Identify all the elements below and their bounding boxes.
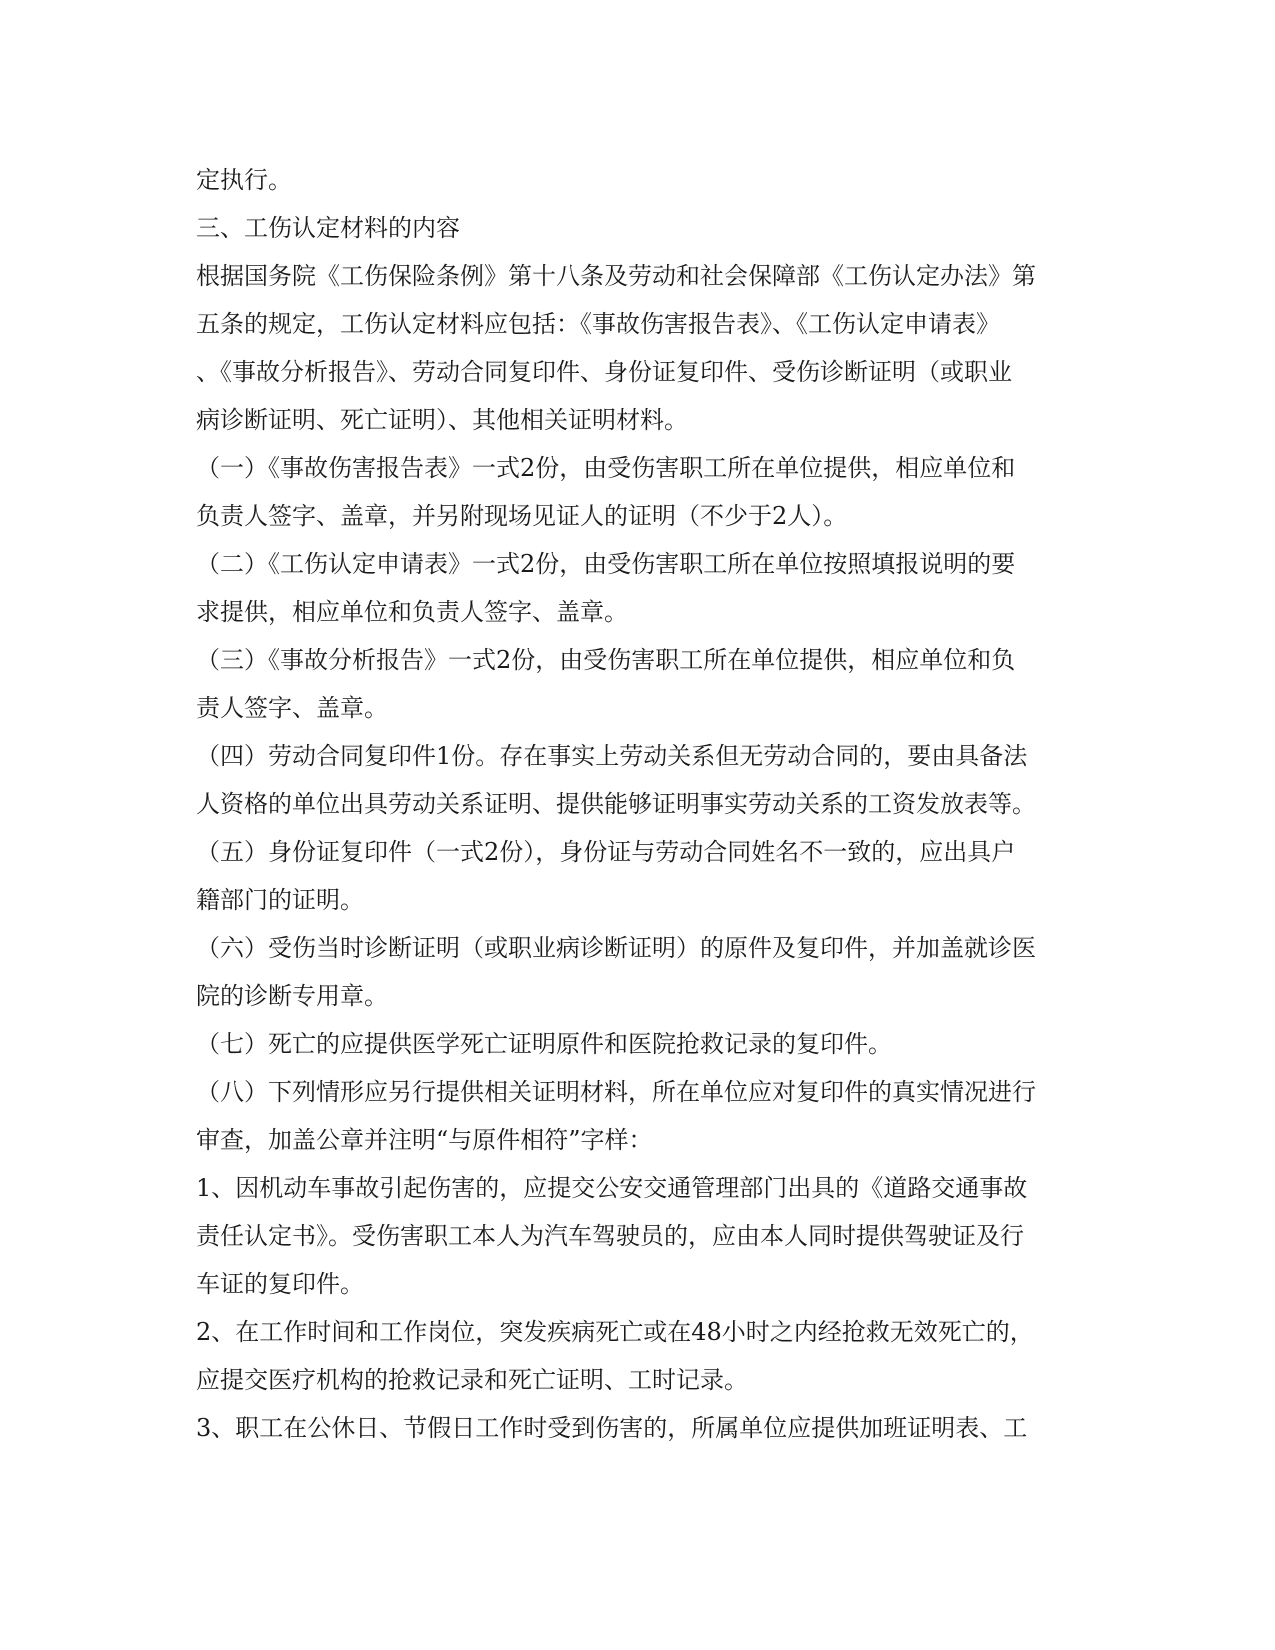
list-item-3: （三）《事故分析报告》一式2份，由受伤害职工所在单位提供，相应单位和负 (196, 646, 1016, 674)
text-line: 责人签字、盖章。 (196, 694, 388, 722)
text-line: 病诊断证明、死亡证明）、其他相关证明材料。 (196, 406, 688, 434)
list-item-2: （二）《工伤认定申请表》一式2份，由受伤害职工所在单位按照填报说明的要 (196, 550, 1016, 578)
section-heading: 三、工伤认定材料的内容 (196, 214, 460, 242)
text-line: 五条的规定，工伤认定材料应包括：《事故伤害报告表》、《工伤认定申请表》 (196, 310, 1000, 338)
list-item-7: （七）死亡的应提供医学死亡证明原件和医院抢救记录的复印件。 (196, 1030, 892, 1058)
sub-item-2: 2、在工作时间和工作岗位，突发疾病死亡或在48小时之内经抢救无效死亡的， (196, 1318, 1034, 1346)
sub-item-3: 3、职工在公休日、节假日工作时受到伤害的，所属单位应提供加班证明表、工 (196, 1414, 1028, 1442)
text-line: 车证的复印件。 (196, 1270, 364, 1298)
text-line: 负责人签字、盖章，并另附现场见证人的证明（不少于2人）。 (196, 502, 848, 530)
list-item-8: （八）下列情形应另行提供相关证明材料，所在单位应对复印件的真实情况进行 (196, 1078, 1036, 1106)
text-line: 根据国务院《工伤保险条例》第十八条及劳动和社会保障部《工伤认定办法》第 (196, 262, 1036, 290)
text-line: 求提供，相应单位和负责人签字、盖章。 (196, 598, 628, 626)
list-item-1: （一）《事故伤害报告表》一式2份，由受伤害职工所在单位提供，相应单位和 (196, 454, 1016, 482)
text-line: 审查，加盖公章并注明“与原件相符”字样： (196, 1126, 653, 1154)
sub-item-1: 1、因机动车事故引起伤害的，应提交公安交通管理部门出具的《道路交通事故 (196, 1174, 1028, 1202)
text-line: 责任认定书》。受伤害职工本人为汽车驾驶员的，应由本人同时提供驾驶证及行 (196, 1222, 1024, 1250)
text-line: 院的诊断专用章。 (196, 982, 388, 1010)
text-line: 定执行。 (196, 166, 292, 194)
list-item-6: （六）受伤当时诊断证明（或职业病诊断证明）的原件及复印件，并加盖就诊医 (196, 934, 1036, 962)
document-body (196, 156, 1076, 1452)
text-line: 应提交医疗机构的抢救记录和死亡证明、工时记录。 (196, 1366, 748, 1394)
text-line: 、《事故分析报告》、劳动合同复印件、身份证复印件、受伤诊断证明（或职业 (196, 358, 1012, 386)
list-item-5: （五）身份证复印件（一式2份），身份证与劳动合同姓名不一致的，应出具户 (196, 838, 1016, 866)
text-line: 人资格的单位出具劳动关系证明、提供能够证明事实劳动关系的工资发放表等。 (196, 790, 1036, 818)
text-line: 籍部门的证明。 (196, 886, 364, 914)
list-item-4: （四）劳动合同复印件1份。存在事实上劳动关系但无劳动合同的，要由具备法 (196, 742, 1028, 770)
